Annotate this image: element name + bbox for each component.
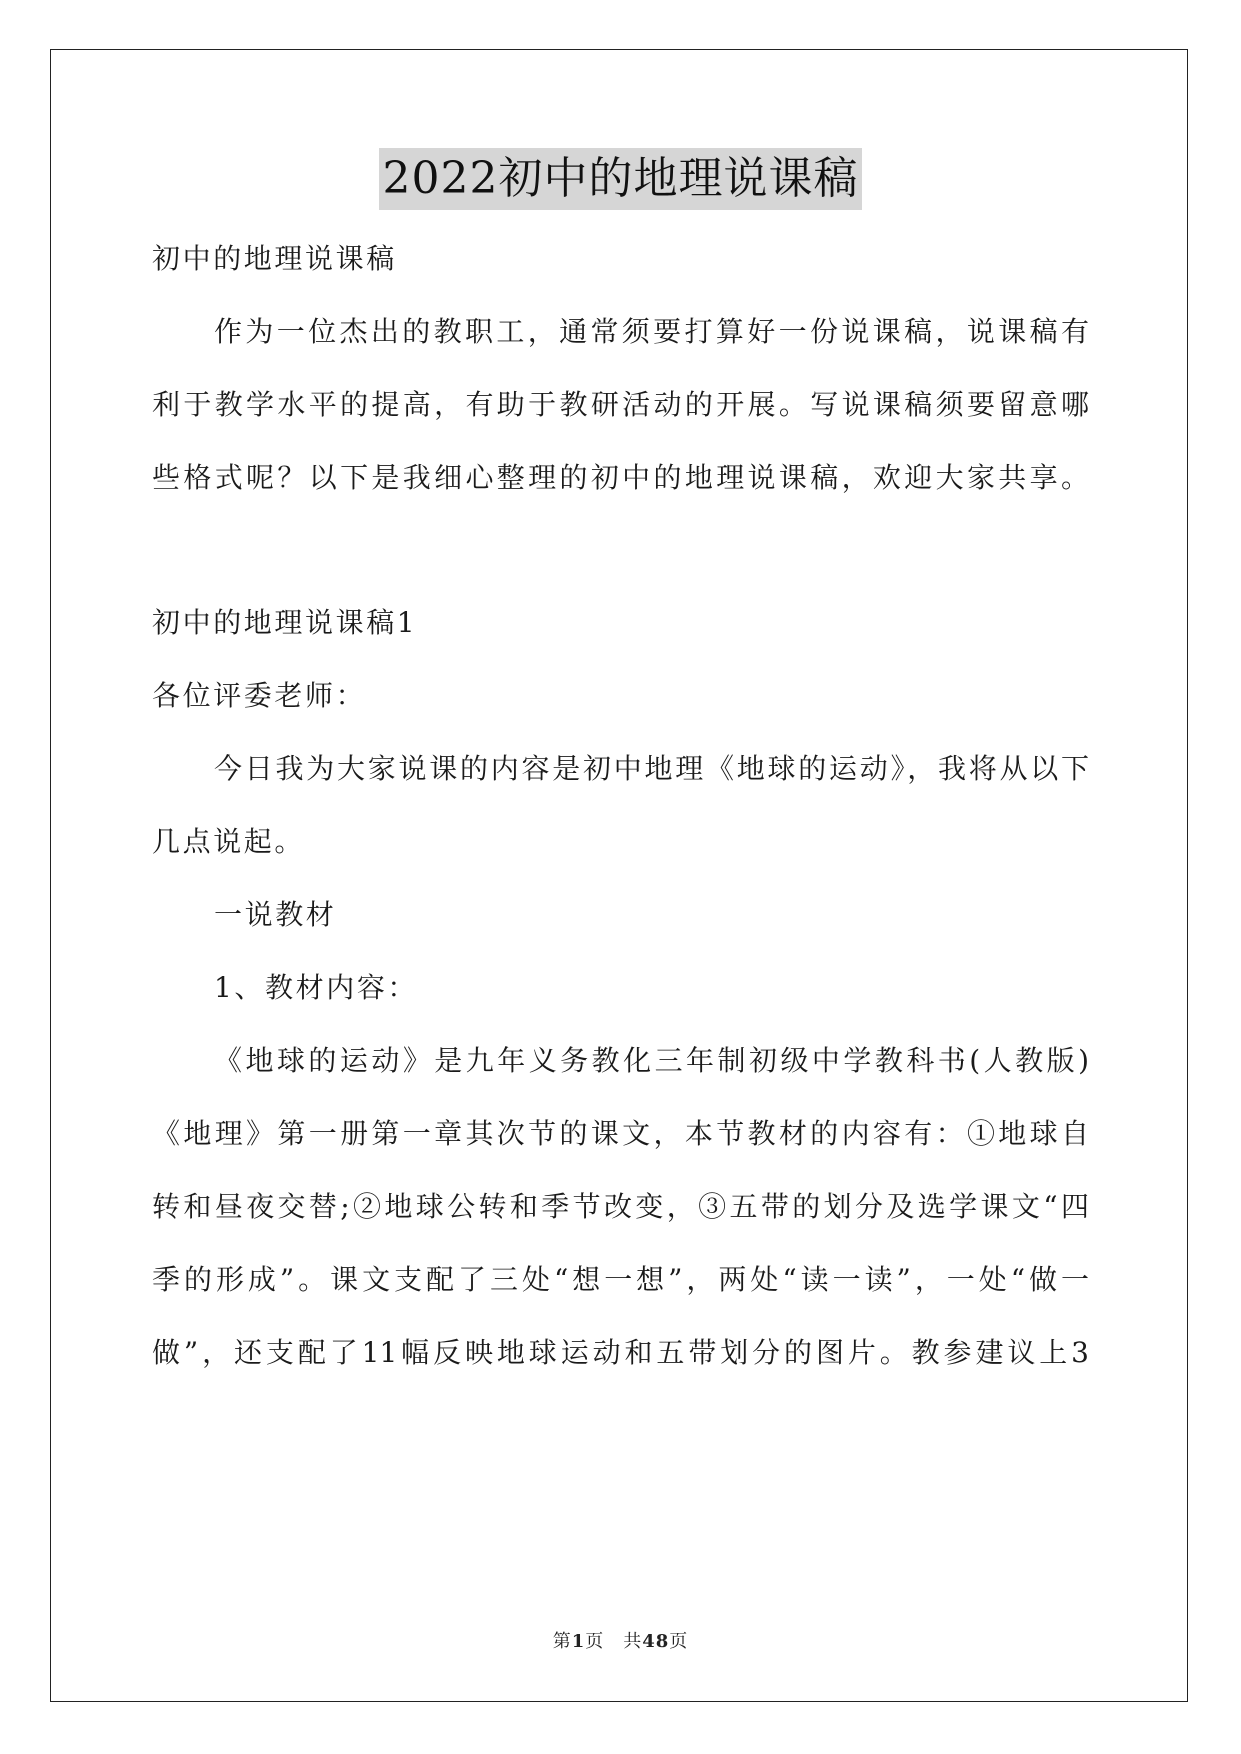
section-heading: 初中的地理说课稿1 [152,606,418,639]
footer-middle: 页 共 [585,1631,643,1652]
subheading: 1、教材内容： [214,971,419,1004]
subheading: 一说教材 [214,898,337,931]
document-title: 2022初中的地理说课稿 [379,148,863,210]
paragraph-line: 《地球的运动》是九年义务教化三年制初级中学教科书(人教版) [214,1044,1089,1077]
paragraph-line: 些格式呢？以下是我细心整理的初中的地理说课稿，欢迎大家共享。 [152,461,1089,494]
title-container [0,148,1241,210]
footer-page-number: 1 [571,1631,586,1652]
footer-prefix: 第 [552,1631,572,1652]
page-border [50,49,1188,1702]
paragraph-line: 几点说起。 [152,825,306,858]
paragraph-line: 转和昼夜交替;②地球公转和季节改变，③五带的划分及选学课文“四 [152,1190,1089,1223]
footer-total-pages: 48 [642,1631,670,1652]
subtitle: 初中的地理说课稿 [152,242,397,275]
paragraph-line: 利于教学水平的提高，有助于教研活动的开展。写说课稿须要留意哪 [152,388,1089,421]
page-footer [0,1627,1241,1653]
paragraph-line: 作为一位杰出的教职工，通常须要打算好一份说课稿，说课稿有 [214,315,1089,348]
paragraph-line: 做”，还支配了11幅反映地球运动和五带划分的图片。教参建议上3 [152,1336,1089,1369]
footer-suffix: 页 [669,1631,689,1652]
paragraph-line: 季的形成”。课文支配了三处“想一想”，两处“读一读”，一处“做一 [152,1263,1089,1296]
paragraph-line: 《地理》第一册第一章其次节的课文，本节教材的内容有：①地球自 [152,1117,1089,1150]
salutation: 各位评委老师： [152,679,367,712]
paragraph-line: 今日我为大家说课的内容是初中地理《地球的运动》，我将从以下 [214,752,1089,785]
